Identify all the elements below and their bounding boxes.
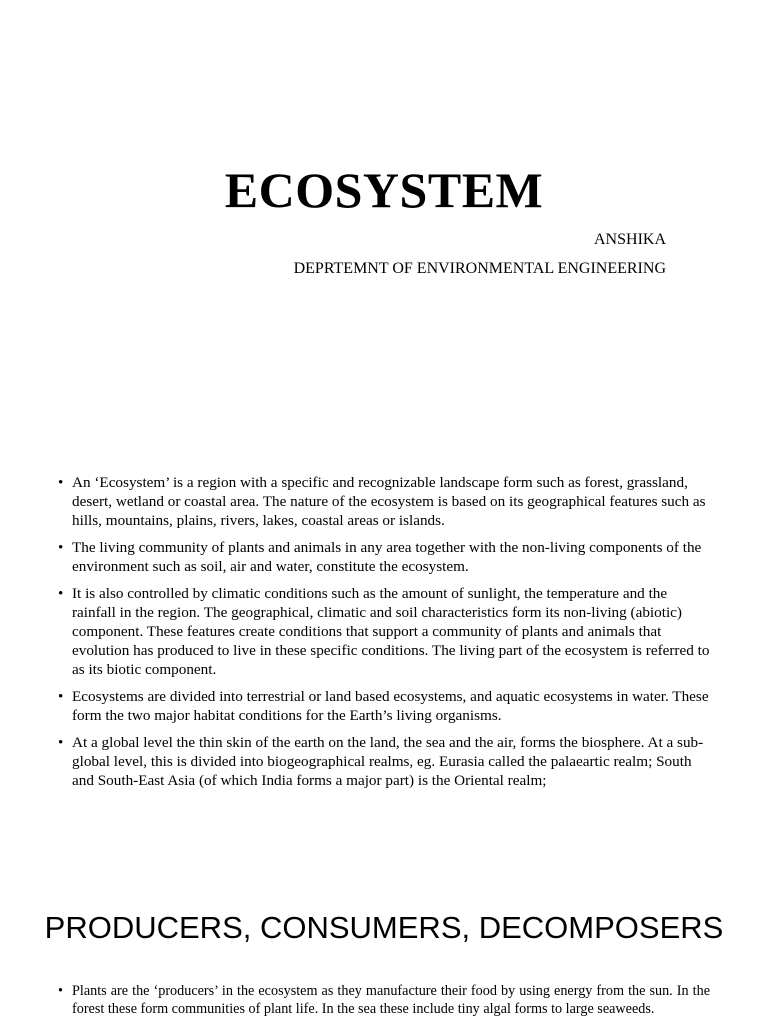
- section2-bullet-list: [58, 982, 710, 1026]
- document-title: ECOSYSTEM: [224, 162, 544, 218]
- bullet-item: [58, 538, 710, 576]
- section-heading: PRODUCERS, CONSUMERS, DECOMPOSERS: [44, 910, 724, 945]
- bullet-text: It is also controlled by climatic conditions such as the amount of sunlight, the temperature and the rainfall in the region. The geographical, climatic and soil characteristics form its non-living (abiotic) component. These features create conditions that support a community of plants and animals that evolution has produced to live in these specific conditions. The living part of the ecosystem is referred to as its biotic component.: [72, 585, 710, 678]
- bullet-item: [58, 687, 710, 725]
- bullet-item: [58, 584, 710, 679]
- bullet-dot: •: [58, 539, 64, 556]
- bullet-dot: •: [58, 983, 63, 999]
- bullet-text: An ‘Ecosystem’ is a region with a specific and recognizable landscape form such as forest, grassland, desert, wetland or coastal area. The nature of the ecosystem is based on its geographical features such as hills, mountains, plains, rivers, lakes, coastal areas or islands.: [72, 474, 706, 529]
- bullet-dot: •: [58, 734, 64, 751]
- bullet-text: At a global level the thin skin of the earth on the land, the sea and the air, forms the biosphere. At a sub-global level, this is divided into biogeographical realms, eg. Eurasia called the palaeartic realm; South and South-East Asia (of which India forms a major part) is the Oriental realm;: [72, 734, 704, 789]
- bullet-text: The living community of plants and animals in any area together with the non-living components of the environment such as soil, air and water, constitute the ecosystem.: [72, 539, 702, 575]
- bullet-text: Plants are the ‘producers’ in the ecosystem as they manufacture their food by using energy from the sun. In the forest these form communities of plant life. In the sea these include tiny algal forms to large seaweeds.: [72, 983, 710, 1017]
- bullet-text: Ecosystems are divided into terrestrial or land based ecosystems, and aquatic ecosystems in water. These form the two major habitat conditions for the Earth’s living organisms.: [72, 688, 709, 724]
- intro-bullet-list: [58, 473, 710, 798]
- bullet-item: [58, 733, 710, 790]
- department-name: DEPRTEMNT OF ENVIRONMENTAL ENGINEERING: [293, 260, 666, 277]
- author-name: ANSHIKA: [594, 231, 666, 248]
- bullet-dot: •: [58, 474, 64, 491]
- bullet-dot: •: [58, 585, 64, 602]
- title-slide: [0, 0, 768, 440]
- bullet-item: [58, 982, 710, 1018]
- bullet-item: [58, 473, 710, 530]
- bullet-dot: •: [58, 688, 64, 705]
